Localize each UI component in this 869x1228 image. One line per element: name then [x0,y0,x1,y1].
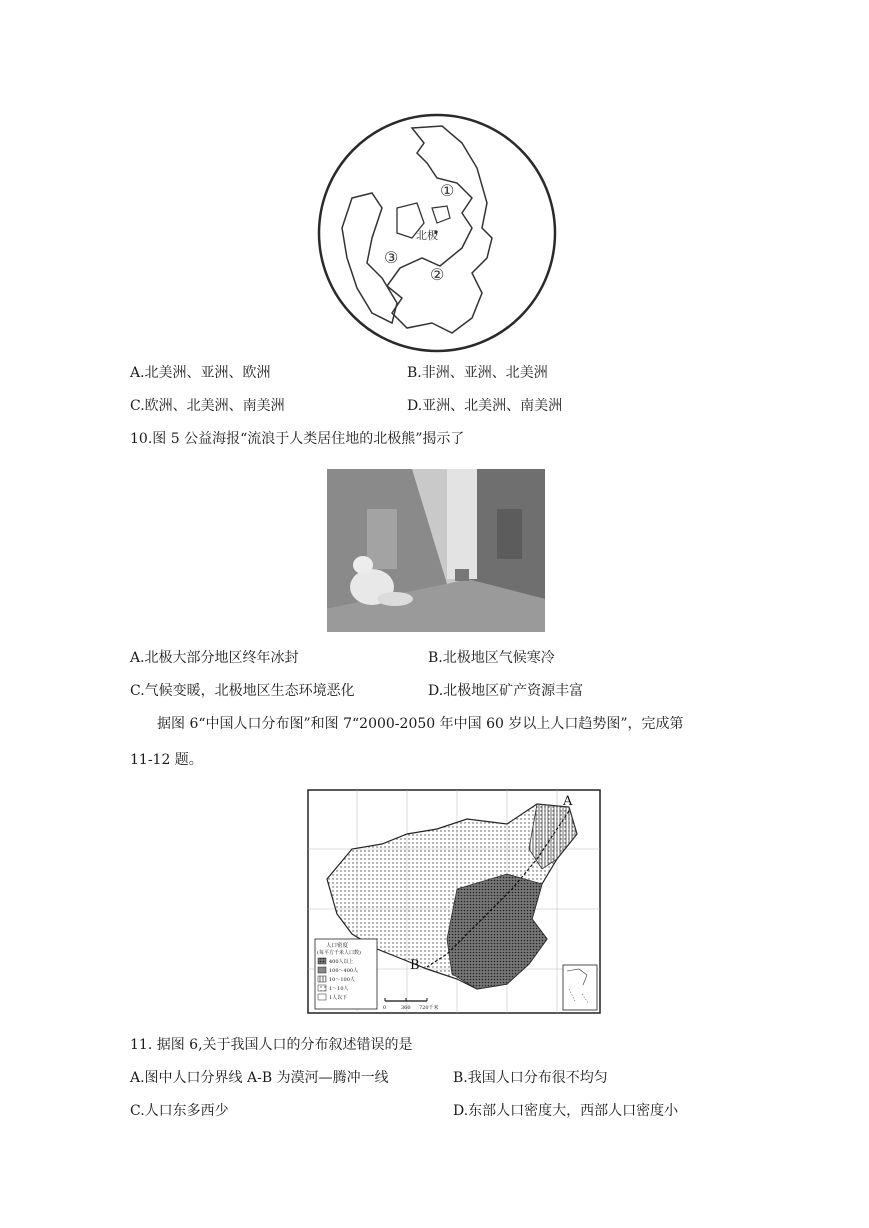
q10-option-a: A.北极大部分地区终年冰封 [130,650,299,666]
q11-option-c: C.人口东多西少 [130,1103,229,1119]
polar-map-figure [312,108,562,358]
scale-tick-2: 720千米 [419,1005,439,1011]
q10-option-b: B.北极地区气候寒冷 [428,650,555,666]
label-a: A [563,794,573,809]
scale-tick-0: 0 [383,1005,387,1011]
south-china-sea-inset [563,965,597,1010]
q11-option-d: D.东部人口密度大，西部人口密度小 [453,1103,679,1119]
q9-option-b: B.非洲、亚洲、北美洲 [407,365,548,381]
q9-option-c: C.欧洲、北美洲、南美洲 [130,398,285,414]
intro-line-2: 11-12 题。 [130,752,203,768]
legend-item-1: 400人以上 [329,959,354,965]
china-population-map-figure [307,789,601,1014]
marker-1: ① [440,181,455,200]
q9-option-d: D.亚洲、北美洲、南美洲 [407,398,563,414]
q10-stem: 10.图 5 公益海报“流浪于人类居住地的北极熊”揭示了 [130,431,465,447]
north-pole-label: 北极 [416,229,438,242]
polar-bear-poster-photo [327,469,545,632]
legend-item-5: 1人以下 [329,995,348,1001]
intro-line-1: 据图 6“中国人口分布图”和图 7“2000-2050 年中国 60 岁以上人口趋势图”，完成第 [157,716,684,732]
legend-item-2: 100～400人 [329,968,359,974]
q11-option-b: B.我国人口分布很不均匀 [453,1070,608,1086]
marker-3: ③ [384,248,399,267]
legend-subtitle: (每平方千米人口数) [317,950,361,956]
q9-option-a: A.北美洲、亚洲、欧洲 [130,365,271,381]
q10-option-c: C.气候变暖，北极地区生态环境恶化 [130,683,355,699]
q11-option-a: A.图中人口分界线 A-B 为漠河—腾冲一线 [130,1070,389,1086]
legend-item-3: 10～100人 [329,977,355,983]
label-b: B [410,958,420,973]
map-legend [315,939,377,1009]
marker-2: ② [430,265,445,284]
q10-option-d: D.北极地区矿产资源丰富 [428,683,584,699]
q11-stem: 11. 据图 6,关于我国人口的分布叙述错误的是 [130,1037,413,1053]
legend-item-4: 1～10人 [329,986,349,992]
scale-tick-1: 360 [401,1005,411,1011]
legend-title: 人口密度 [326,943,349,949]
